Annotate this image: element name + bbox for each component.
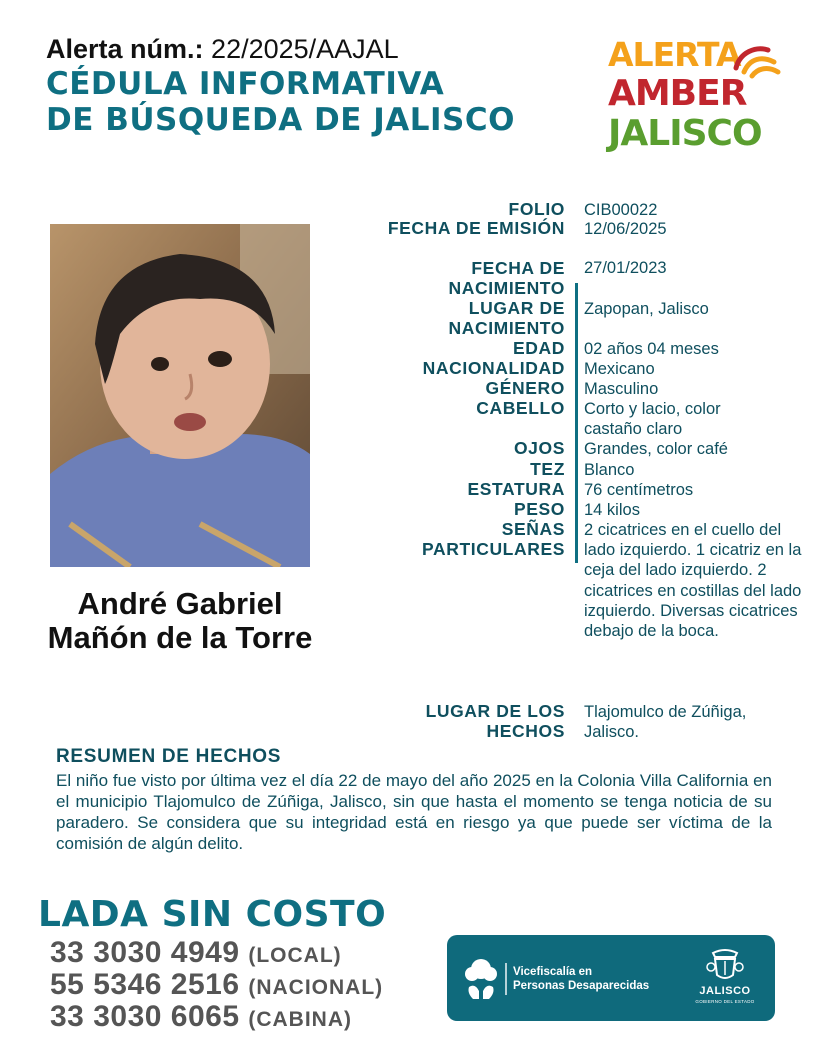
resumen-text: El niño fue visto por última vez el día 22 de mayo del año 2025 en la Colonia Villa California en el municipio Tlajomulco de Zúñiga, Jalisco, sin que hasta el momento se tenga noticia de su paradero. Se considera que su integridad está en riesgo ya que puede ser víctima de la comisión de algún delito. <box>56 771 772 853</box>
label-genero: GÉNERO <box>485 378 565 398</box>
label-senas-particulares: SEÑAS PARTICULARES <box>422 519 565 559</box>
phone-number: 33 3030 6065 <box>50 1000 240 1033</box>
alert-number <box>46 34 399 65</box>
label-tez: TEZ <box>530 459 565 479</box>
value-estatura: 76 centímetros <box>584 481 694 499</box>
phone-tag: (CABINA) <box>248 1008 353 1031</box>
alert-label: Alerta núm.: <box>46 34 204 64</box>
page-title-line1: CÉDULA INFORMATIVA <box>46 66 445 102</box>
logo-jalisco-text: JALISCO <box>608 113 762 154</box>
person-name-first: André Gabriel <box>77 586 283 621</box>
value-nacionalidad: Mexicano <box>584 360 655 378</box>
vicefiscalia-badge <box>447 935 775 1021</box>
label-nacionalidad: NACIONALIDAD <box>422 358 565 378</box>
label-estatura: ESTATURA <box>467 479 565 499</box>
person-name-last: Mañón de la Torre <box>47 620 313 655</box>
value-ojos: Grandes, color café <box>584 440 728 458</box>
label-folio: FOLIO <box>508 199 565 219</box>
value-fecha-emision: 12/06/2025 <box>584 220 667 238</box>
signal-waves-icon <box>730 38 786 94</box>
phone-local[interactable] <box>50 936 342 970</box>
phone-cabina[interactable] <box>50 1000 352 1034</box>
phone-number: 33 3030 4949 <box>50 936 240 969</box>
value-folio: CIB00022 <box>584 201 658 219</box>
child-photo <box>50 224 310 567</box>
value-fecha-nacimiento: 27/01/2023 <box>584 259 667 277</box>
label-lugar-hechos: LUGAR DE LOS HECHOS <box>425 701 565 741</box>
jalisco-wordmark: JALISCO <box>699 985 751 997</box>
label-fecha-nacimiento: FECHA DE NACIMIENTO <box>448 258 565 298</box>
label-lugar-nacimiento: LUGAR DE NACIMIENTO <box>448 298 565 338</box>
label-fecha-emision: FECHA DE EMISIÓN <box>387 218 565 238</box>
jalisco-emblem-icon <box>705 947 745 983</box>
alert-number-value: 22/2025/AAJAL <box>211 34 399 64</box>
phone-nacional[interactable] <box>50 968 383 1002</box>
label-peso: PESO <box>513 499 565 519</box>
label-cabello: CABELLO <box>476 398 565 418</box>
phone-tag: (LOCAL) <box>248 944 342 967</box>
vicefiscalia-line1: Vicefiscalía en <box>513 966 593 978</box>
value-senas-particulares: 2 cicatrices en el cuello del lado izquierdo. 1 cicatriz en la ceja del lado izquierdo. 2 cicatrices en costillas del lado izquierdo. Diversas cicatrices debajo de la boca. <box>584 521 802 641</box>
value-edad: 02 años 04 meses <box>584 340 719 358</box>
value-tez: Blanco <box>584 461 635 479</box>
resumen-title: RESUMEN DE HECHOS <box>56 746 282 767</box>
label-ojos: OJOS <box>513 438 565 458</box>
phone-number: 55 5346 2516 <box>50 968 240 1001</box>
vicefiscalia-line2: Personas Desaparecidas <box>513 980 650 992</box>
value-peso: 14 kilos <box>584 501 640 519</box>
value-genero: Masculino <box>584 380 659 398</box>
alerta-amber-logo <box>608 35 788 162</box>
page-title-line2: DE BÚSQUEDA DE JALISCO <box>46 102 515 138</box>
label-edad: EDAD <box>513 338 565 358</box>
value-cabello: Corto y lacio, color castaño claro <box>584 400 721 439</box>
phone-tag: (NACIONAL) <box>248 976 384 999</box>
logo-alerta-text: ALERTA <box>608 35 741 74</box>
logo-amber-text: AMBER <box>608 73 747 114</box>
table-divider <box>575 283 578 563</box>
badge-separator <box>505 963 507 995</box>
tree-hands-icon <box>463 957 499 1001</box>
jalisco-subtitle: GOBIERNO DEL ESTADO <box>695 999 755 1004</box>
value-lugar-nacimiento: Zapopan, Jalisco <box>584 300 709 318</box>
value-lugar-hechos: Tlajomulco de Zúñiga, Jalisco. <box>584 703 747 742</box>
lada-title: LADA SIN COSTO <box>38 894 387 935</box>
